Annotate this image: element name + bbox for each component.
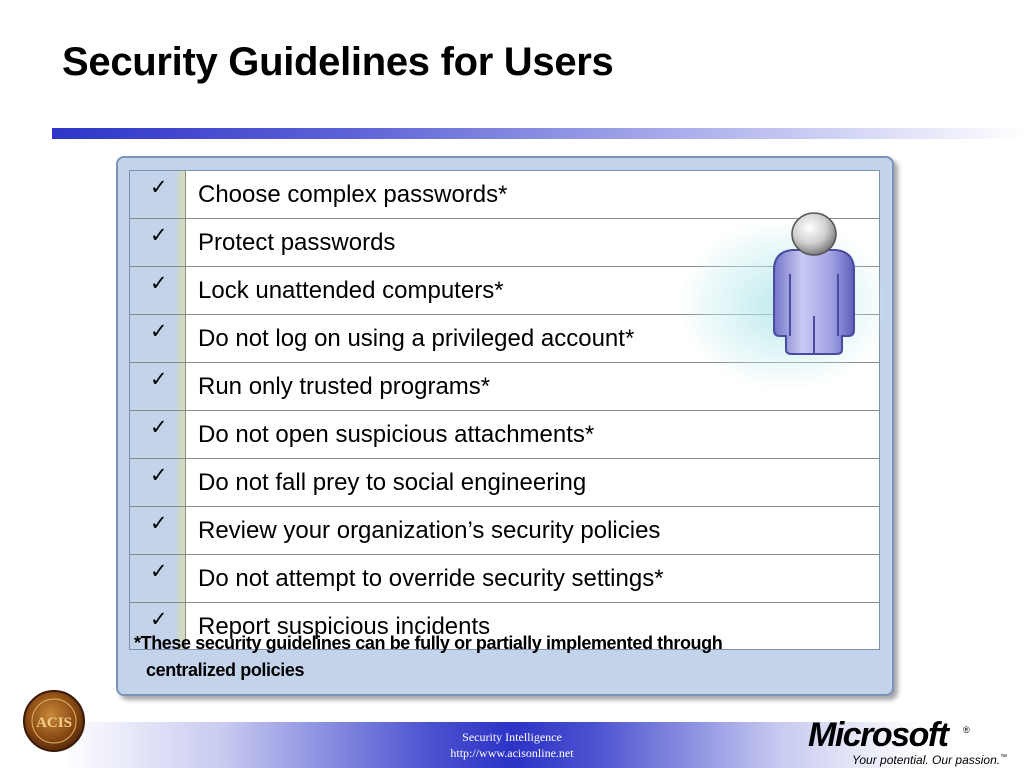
checkmark-icon: ✓ (150, 319, 168, 343)
guideline-text: Do not fall prey to social engineering (198, 469, 587, 496)
footer-url[interactable]: http://www.acisonline.net (450, 746, 574, 760)
registered-mark: ® (963, 725, 970, 735)
table-row (130, 411, 879, 459)
footnote-line-1: *These security guidelines can be fully or partially implemented through (134, 633, 723, 653)
checkmark-icon: ✓ (150, 367, 168, 391)
checkmark-icon: ✓ (150, 415, 168, 439)
check-cell (130, 411, 186, 458)
check-cell (130, 459, 186, 506)
check-cell (130, 555, 186, 602)
guideline-text: Do not attempt to override security settings* (198, 565, 664, 592)
guideline-text: Run only trusted programs* (198, 373, 491, 400)
check-cell (130, 219, 186, 266)
slide-title: Security Guidelines for Users (62, 40, 614, 84)
checkmark-icon: ✓ (150, 463, 168, 487)
guideline-text: Do not open suspicious attachments* (198, 421, 595, 448)
guideline-text: Do not log on using a privileged account* (198, 325, 635, 352)
checkmark-icon: ✓ (150, 559, 168, 583)
checkmark-icon: ✓ (150, 607, 168, 631)
table-row (130, 507, 879, 555)
footer-org: Security Intelligence (462, 730, 562, 744)
checkmark-icon: ✓ (150, 271, 168, 295)
guideline-text: Review your organization’s security policies (198, 517, 661, 544)
table-row (130, 555, 879, 603)
footer-credit (412, 729, 612, 761)
guideline-text: Report suspicious incidents (198, 613, 491, 640)
title-divider (52, 128, 1024, 139)
seal-text: ACIS (36, 715, 72, 731)
table-row (130, 459, 879, 507)
guideline-text: Lock unattended computers* (198, 277, 504, 304)
checkmark-icon: ✓ (150, 175, 168, 199)
checkmark-icon: ✓ (150, 223, 168, 247)
microsoft-logo: Microsoft (808, 716, 948, 754)
trademark-mark: ™ (1000, 754, 1008, 761)
table-row (130, 363, 879, 411)
acis-seal-icon (22, 688, 86, 754)
footnote (134, 630, 834, 684)
brand-tagline (852, 753, 1007, 767)
tagline-text: Your potential. Our passion. (852, 753, 1001, 767)
user-figure-icon (766, 212, 862, 356)
check-cell (130, 507, 186, 554)
footnote-line-2: centralized policies (146, 660, 305, 680)
guideline-text: Choose complex passwords* (198, 181, 508, 208)
check-cell (130, 363, 186, 410)
check-cell (130, 267, 186, 314)
check-cell (130, 315, 186, 362)
guideline-text: Protect passwords (198, 229, 396, 256)
check-cell (130, 171, 186, 218)
checkmark-icon: ✓ (150, 511, 168, 535)
